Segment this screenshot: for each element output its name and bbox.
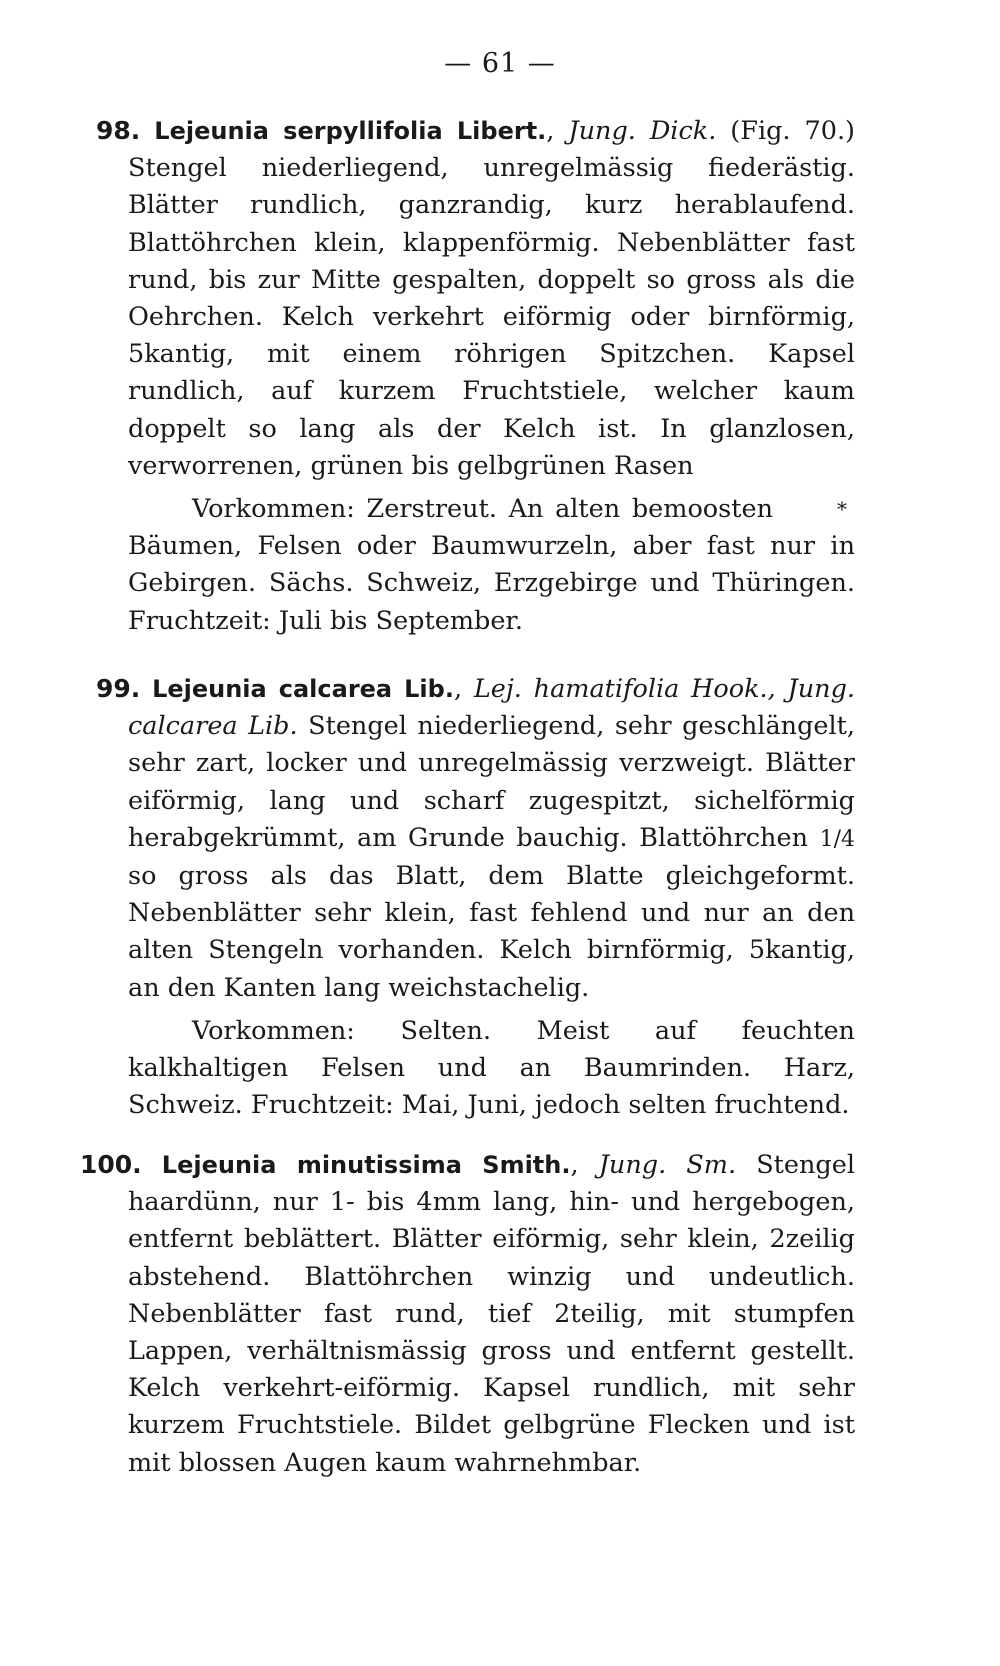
description-text-cont: so gross als das Blatt, dem Blatte gleichgeformt. Nebenblätter sehr klein, fast fehlend und nur an den alten Stengeln vorhanden. Kelch birnförmig, 5kantig, an den Kanten lang weichstachelig.	[128, 861, 855, 1003]
fraction: 1/4	[819, 826, 855, 852]
entry-description	[96, 670, 856, 1007]
description-text: Stengel niederliegend, sehr geschlängelt, sehr zart, locker und unregelmässig verzweigt. Blätter eiförmig, lang und scharf zugespitzt, sichelförmig herabgekrümmt, am Grunde bauchig. Blattöhrchen	[128, 711, 856, 853]
description-text: Stengel haardünn, nur 1- bis 4mm lang, hin- und hergebogen, entfernt beblättert. Blätter eiförmig, sehr klein, 2zeilig abstehend. Blattöhrchen winzig und undeutlich. Nebenblätter fast rund, tief 2teilig, mit stumpfen Lappen, verhältnismässig gross und entfernt gestellt. Kelch verkehrt-eiförmig. Kapsel rundlich, mit sehr kurzem Fruchtstiele. Bildet gelbgrüne Flecken und ist mit blossen Augen kaum wahrnehmbar.	[128, 1150, 855, 1478]
species-name: Lejeunia serpyllifolia Libert.	[154, 117, 547, 145]
species-entry-98	[96, 112, 856, 640]
synonym: Jung. Sm.	[598, 1150, 737, 1180]
entry-description	[96, 112, 856, 485]
entry-description	[80, 1146, 855, 1482]
synonym: Jung. Dick.	[568, 116, 717, 146]
occurrence-text: Vorkommen: Selten. Meist auf feuchten kalkhaltigen Felsen und an Baumrinden. Harz, Schweiz. Fruchtzeit: Mai, Juni, jedoch selten fruchtend.	[128, 1015, 855, 1121]
entry-number: 100.	[80, 1150, 142, 1179]
entry-number: 98.	[96, 116, 141, 145]
species-name: Lejeunia minutissima Smith.	[161, 1151, 571, 1179]
species-entry-99	[96, 670, 856, 1124]
entry-number: 99.	[96, 674, 141, 703]
name-separator: ,	[570, 1150, 579, 1180]
figure-reference: (Fig. 70.)	[730, 116, 856, 146]
species-entry-100	[80, 1146, 855, 1482]
name-separator: ,	[453, 674, 463, 704]
synonym: Lej. hamatifolia Hook., Jung. calcarea Lib.	[128, 674, 855, 742]
species-name: Lejeunia calcarea Lib.	[152, 675, 454, 703]
occurrence-body: Vorkommen: Zerstreut. An alten bemoosten Bäumen, Felsen oder Baumwurzeln, aber fast nur in Gebirgen. Sächs. Schweiz, Erzgebirge und Thüringen. Fruchtzeit: Juli bis September.	[128, 494, 855, 636]
occurrence-text	[128, 491, 855, 640]
page-number: — 61 —	[444, 48, 556, 79]
description-text: Stengel niederliegend, unregelmässig fiederästig. Blätter rundlich, ganzrandig, kurz herablaufend. Blattöhrchen klein, klappenförmig. Nebenblätter fast rund, bis zur Mitte gespalten, doppelt so gross als die Oehrchen. Kelch verkehrt eiförmig oder birnförmig, 5kantig, mit einem röhrigen Spitzchen. Kapsel rundlich, auf kurzem Fruchtstiele, welcher kaum doppelt so lang als der Kelch ist. In glanzlosen, verworrenen, grünen bis gelbgrünen Rasen	[128, 153, 855, 481]
name-separator: ,	[546, 116, 555, 146]
asterisk-mark: *	[837, 497, 847, 522]
